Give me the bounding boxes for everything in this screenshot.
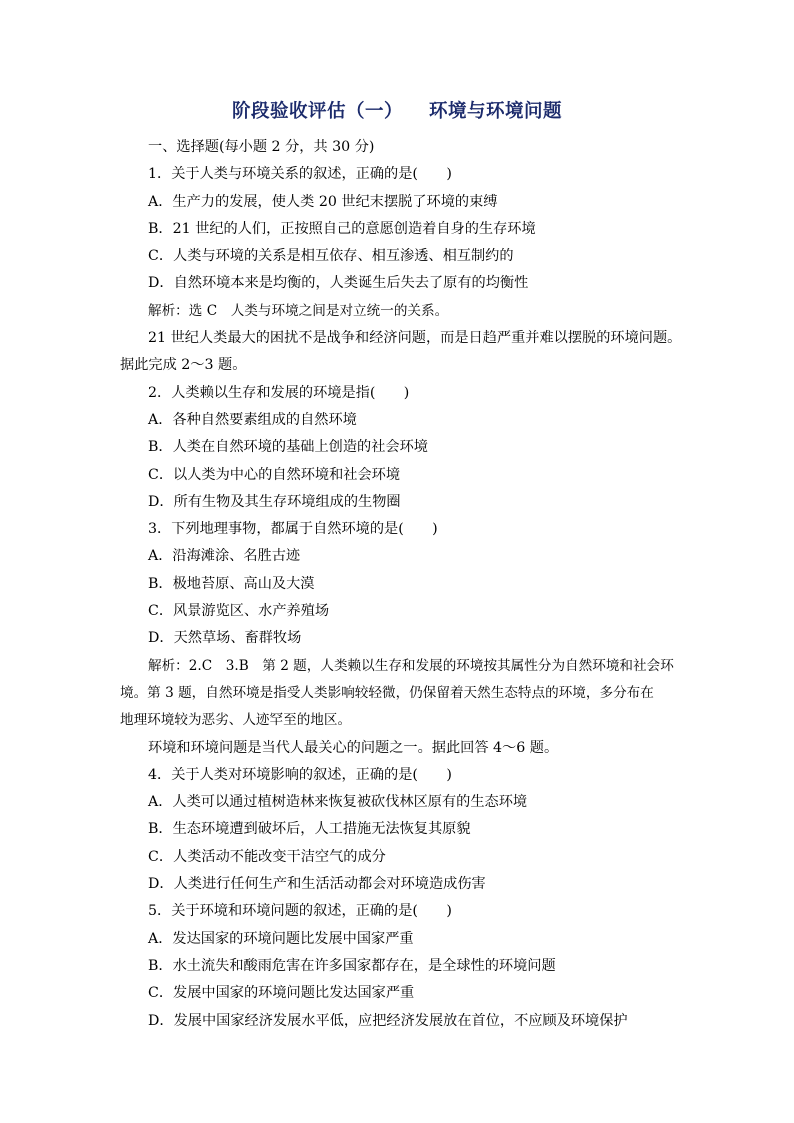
- text-line: A．人类可以通过植树造林来恢复被砍伐林区原有的生态环境: [148, 794, 528, 811]
- text-line: D．发展中国家经济发展水平低，应把经济发展放在首位，不应顾及环境保护: [148, 1012, 628, 1029]
- text-line: D．人类进行任何生产和生活活动都会对环境造成伤害: [148, 876, 486, 893]
- text-line: 一、选择题(每小题 2 分，共 30 分): [148, 139, 375, 155]
- text-line: 1．关于人类与环境关系的叙述，正确的是( ): [148, 166, 452, 183]
- text-line: C．人类与环境的关系是相互依存、相互渗透、相互制约的: [148, 248, 514, 265]
- text-line: D．自然环境本来是均衡的，人类诞生后失去了原有的均衡性: [148, 275, 529, 292]
- text-line: D．天然草场、畜群牧场: [148, 630, 302, 647]
- text-line: C．以人类为中心的自然环境和社会环境: [148, 466, 401, 483]
- text-line: 2．人类赖以生存和发展的环境是指( ): [148, 384, 410, 401]
- text-line: 4．关于人类对环境影响的叙述，正确的是( ): [148, 766, 452, 783]
- title-main: 阶段验收评估（一）: [231, 101, 403, 122]
- text-line: A．各种自然要素组成的自然环境: [148, 411, 357, 428]
- text-line: 解析：选 C 人类与环境之间是对立统一的关系。: [148, 302, 449, 319]
- text-line: B．生态环境遭到破坏后，人工措施无法恢复其原貌: [148, 821, 471, 838]
- text-line: 地理环境较为恶劣、人迹罕至的地区。: [120, 712, 352, 729]
- text-line: 境。第 3 题，自然环境是指受人类影响较轻微，仍保留着天然生态特点的环境，多分布在: [120, 684, 654, 701]
- text-line: C．人类活动不能改变干洁空气的成分: [148, 848, 386, 865]
- text-line: D．所有生物及其生存环境组成的生物圈: [148, 493, 401, 510]
- text-line: 5．关于环境和环境问题的叙述，正确的是( ): [148, 903, 452, 920]
- question-body: [120, 134, 680, 1035]
- text-line: 环境和环境问题是当代人最关心的问题之一。据此回答 4～6 题。: [148, 739, 559, 756]
- text-line: C．风景游览区、水产养殖场: [148, 603, 330, 620]
- text-line: A．生产力的发展，使人类 20 世纪末摆脱了环境的束缚: [148, 193, 498, 210]
- page-title: [0, 97, 794, 123]
- text-line: B．21 世纪的人们，正按照自己的意愿创造着自身的生存环境: [148, 220, 536, 237]
- text-line: 解析：2.C 3.B 第 2 题，人类赖以生存和发展的环境按其属性分为自然环境和社会环: [148, 657, 674, 674]
- text-line: 据此完成 2～3 题。: [120, 357, 247, 374]
- text-line: B．人类在自然环境的基础上创造的社会环境: [148, 439, 428, 456]
- text-line: A．发达国家的环境问题比发展中国家严重: [148, 930, 414, 947]
- text-line: B．极地苔原、高山及大漠: [148, 575, 315, 592]
- title-sub: 环境与环境问题: [429, 101, 563, 122]
- text-line: A．沿海滩涂、名胜古迹: [148, 548, 301, 565]
- text-line: 3．下列地理事物，都属于自然环境的是( ): [148, 521, 438, 538]
- text-line: 21 世纪人类最大的困扰不是战争和经济问题，而是日趋严重并难以摆脱的环境问题。: [148, 330, 682, 347]
- text-line: C．发展中国家的环境问题比发达国家严重: [148, 985, 415, 1002]
- text-line: B．水土流失和酸雨危害在许多国家都存在，是全球性的环境问题: [148, 957, 556, 974]
